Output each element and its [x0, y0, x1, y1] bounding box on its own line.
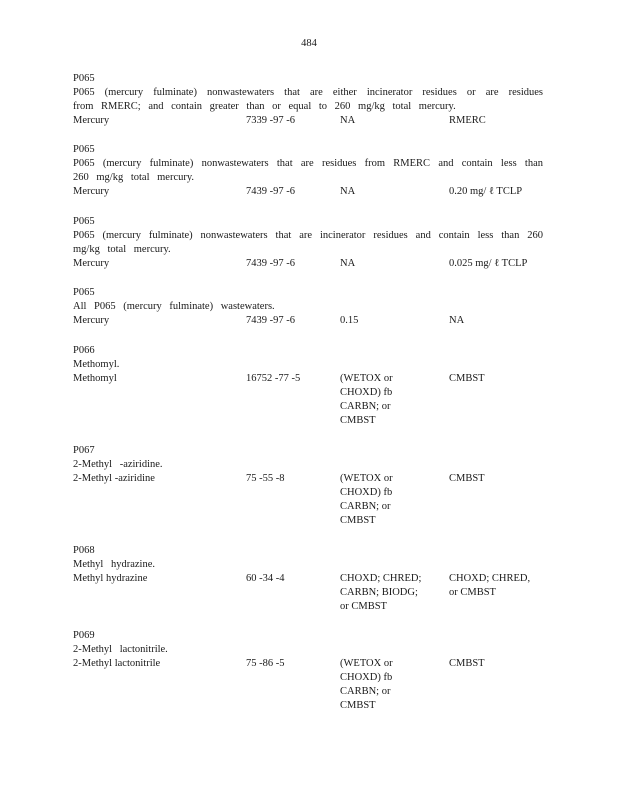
waste-code: P065 — [73, 216, 95, 227]
wastewater-standard: (WETOX or CHOXD) fb CARBN; or CMBST — [340, 658, 393, 711]
cas-number: 60 -34 -4 — [246, 573, 285, 584]
cas-number: 7439 -97 -6 — [246, 315, 295, 326]
waste-description: Methomyl. — [73, 359, 120, 370]
waste-description: P065 (mercury fulminate) nonwastewaters that are either incinerator residues or are residues from RMERC; and contain greater than or equal to 260 mg/kg total mercury. — [73, 87, 543, 112]
cas-number: 75 -55 -8 — [246, 473, 285, 484]
wastewater-standard: 0.15 — [340, 315, 359, 326]
waste-entry — [73, 72, 543, 128]
waste-entry — [73, 544, 543, 612]
constituent-row — [73, 572, 543, 612]
nonwastewater-standard: 0.20 mg/ ℓ TCLP — [449, 186, 523, 197]
nonwastewater-standard: CHOXD; CHRED, or CMBST — [449, 573, 531, 598]
constituent-name: Mercury — [73, 186, 110, 197]
constituent-row — [73, 472, 543, 526]
waste-entry — [73, 344, 543, 426]
waste-entry — [73, 215, 543, 271]
wastewater-standard: (WETOX or CHOXD) fb CARBN; or CMBST — [340, 473, 393, 526]
cas-number: 7339 -97 -6 — [246, 115, 295, 126]
constituent-row — [73, 657, 543, 711]
waste-description: All P065 (mercury fulminate) wastewaters. — [73, 301, 275, 312]
cas-number: 7439 -97 -6 — [246, 186, 295, 197]
waste-code: P067 — [73, 445, 95, 456]
constituent-name: Methomyl — [73, 373, 117, 384]
nonwastewater-standard: CMBST — [449, 373, 485, 384]
nonwastewater-standard: CMBST — [449, 473, 485, 484]
constituent-name: Mercury — [73, 115, 110, 126]
waste-code: P068 — [73, 545, 95, 556]
waste-description: P065 (mercury fulminate) nonwastewaters that are residues from RMERC and contain less than 260 mg/kg total mercury. — [73, 158, 543, 183]
constituent-row — [73, 372, 543, 426]
constituent-row — [73, 114, 543, 128]
wastewater-standard: (WETOX or CHOXD) fb CARBN; or CMBST — [340, 373, 393, 426]
nonwastewater-standard: RMERC — [449, 115, 486, 126]
constituent-row — [73, 185, 543, 199]
constituent-name: Mercury — [73, 258, 110, 269]
waste-entry — [73, 444, 543, 526]
waste-entry — [73, 629, 543, 711]
waste-code: P065 — [73, 73, 95, 84]
constituent-row — [73, 314, 543, 328]
waste-entry — [73, 286, 543, 328]
constituent-name: 2-Methyl -aziridine — [73, 473, 155, 484]
waste-description: P065 (mercury fulminate) nonwastewaters that are incinerator residues and contain less than 260 mg/kg total mercury. — [73, 230, 543, 255]
wastewater-standard: NA — [340, 186, 356, 197]
waste-code: P065 — [73, 287, 95, 298]
waste-description: 2-Methyl -aziridine. — [73, 459, 163, 470]
constituent-name: Mercury — [73, 315, 110, 326]
cas-number: 16752 -77 -5 — [246, 373, 301, 384]
waste-code: P069 — [73, 630, 95, 641]
waste-entry — [73, 143, 543, 199]
wastewater-standard: NA — [340, 258, 356, 269]
cas-number: 7439 -97 -6 — [246, 258, 295, 269]
wastewater-standard: CHOXD; CHRED; CARBN; BIODG; or CMBST — [340, 573, 422, 612]
nonwastewater-standard: NA — [449, 315, 465, 326]
cas-number: 75 -86 -5 — [246, 658, 285, 669]
nonwastewater-standard: 0.025 mg/ ℓ TCLP — [449, 258, 528, 269]
constituent-row — [73, 257, 543, 271]
waste-description: 2-Methyl lactonitrile. — [73, 644, 168, 655]
waste-code: P066 — [73, 345, 95, 356]
wastewater-standard: NA — [340, 115, 356, 126]
waste-code: P065 — [73, 144, 95, 155]
page-number: 484 — [301, 38, 317, 49]
constituent-name: Methyl hydrazine — [73, 573, 148, 584]
waste-description: Methyl hydrazine. — [73, 559, 155, 570]
nonwastewater-standard: CMBST — [449, 658, 485, 669]
constituent-name: 2-Methyl lactonitrile — [73, 658, 161, 669]
